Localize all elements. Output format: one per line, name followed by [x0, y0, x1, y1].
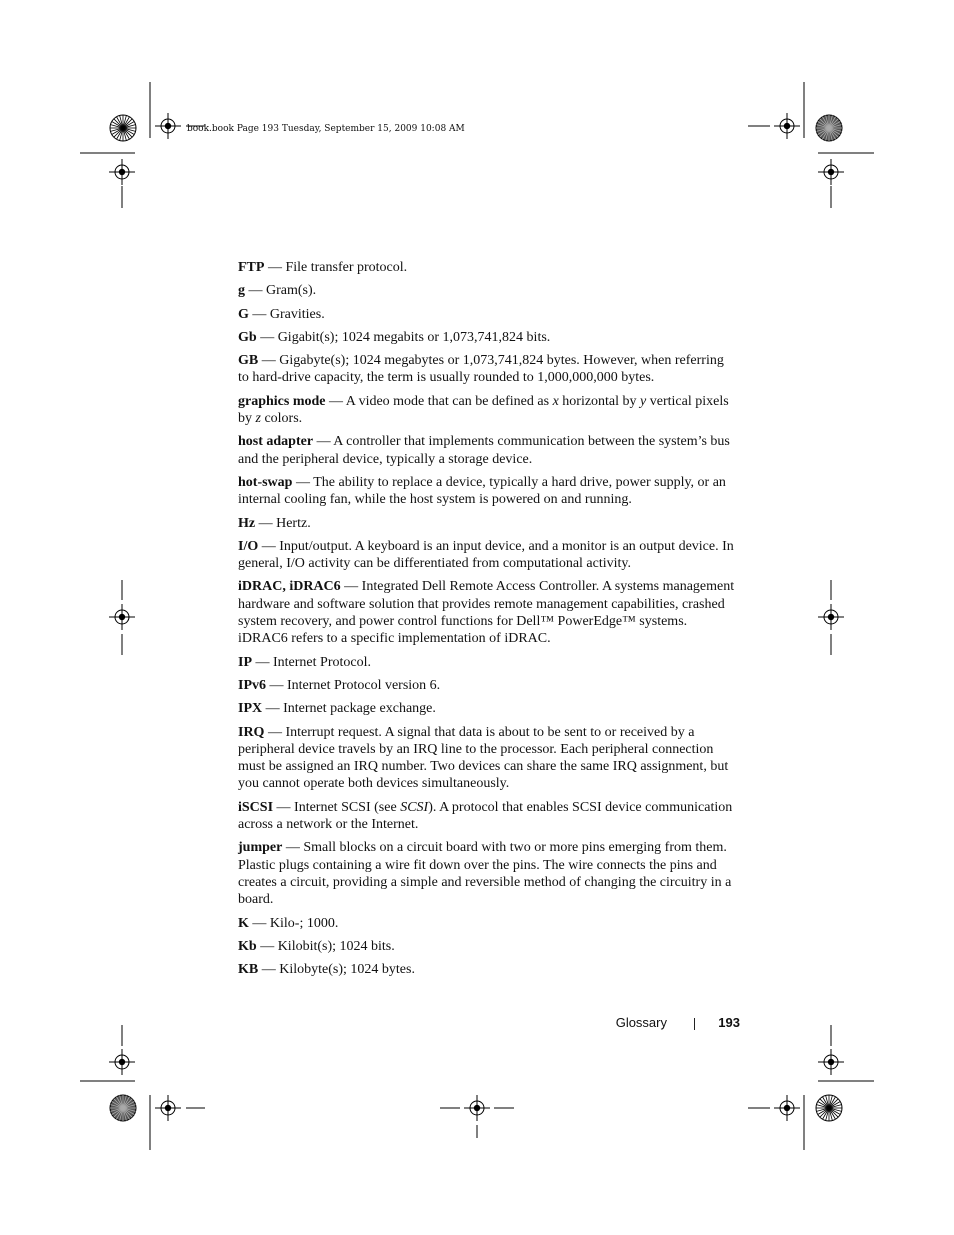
- glossary-term: KB: [238, 962, 259, 978]
- glossary-definition: horizontal by: [558, 393, 641, 409]
- glossary-definition: — Gram(s).: [245, 283, 317, 299]
- glossary-entry-g-upper: [238, 306, 736, 323]
- footer-section-title: Glossary: [615, 1015, 667, 1030]
- glossary-term: GB: [238, 353, 259, 369]
- glossary-term: K: [238, 915, 249, 931]
- glossary-definition: — The ability to replace a device, typically a hard drive, power supply, or an internal cooling fan, while the host system is powered on and running.: [238, 474, 726, 508]
- variable-y: y: [640, 393, 647, 409]
- page-footer: [590, 1015, 740, 1035]
- glossary-entry-io: [238, 538, 736, 573]
- footer-divider: [694, 1018, 695, 1030]
- glossary-entry-host-adapter: [238, 433, 736, 468]
- glossary-term: iDRAC, iDRAC6: [238, 579, 341, 595]
- glossary-definition: — Internet package exchange.: [262, 701, 436, 717]
- glossary-definition: — Interrupt request. A signal that data is about to be sent to or received by a peripheral device travels by an IRQ line to the processor. Each peripheral connection must be assigned an IRQ number. Two devices can share the same IRQ assignment, but you cannot operate both devices simultaneously.: [238, 724, 729, 792]
- glossary-term: graphics mode: [238, 393, 326, 409]
- glossary-definition: — Kilo-; 1000.: [248, 915, 339, 931]
- glossary-entry-kb-byte: [238, 961, 736, 978]
- glossary-entry-jumper: [238, 839, 736, 908]
- glossary-entry-iscsi: [238, 799, 736, 834]
- glossary-definition: — Kilobyte(s); 1024 bytes.: [258, 962, 415, 978]
- glossary-definition: ). A protocol that enables SCSI device communication across a network or the Internet.: [238, 799, 733, 833]
- cross-reference: SCSI: [400, 799, 429, 815]
- glossary-term: I/O: [238, 538, 259, 554]
- glossary-term: G: [238, 306, 249, 322]
- glossary-definition: — Internet Protocol version 6.: [266, 677, 441, 693]
- variable-z: z: [255, 411, 261, 427]
- glossary-term: jumper: [238, 840, 283, 856]
- glossary-term: IP: [238, 654, 252, 670]
- glossary-entry-gb-byte: [238, 352, 736, 387]
- glossary-definition: — Gravities.: [248, 306, 325, 322]
- glossary-entries: [238, 259, 736, 984]
- color-bar-starburst-icon: [816, 1095, 842, 1121]
- glossary-term: Hz: [238, 515, 256, 531]
- glossary-term: IRQ: [238, 724, 265, 740]
- color-bar-starburst-icon: [816, 115, 842, 141]
- glossary-entry-ftp: [238, 259, 736, 276]
- glossary-definition: — Kilobit(s); 1024 bits.: [256, 938, 395, 954]
- glossary-term: iSCSI: [238, 799, 274, 815]
- page-number: 193: [718, 1015, 740, 1030]
- glossary-entry-ip: [238, 654, 736, 671]
- glossary-definition: — A video mode that can be defined as: [325, 393, 553, 409]
- glossary-definition: — Gigabyte(s); 1024 megabytes or 1,073,741,824 bytes. However, when referring to hard-drive capacity, the term is usually rounded to 1,000,000,000 bytes.: [238, 353, 724, 386]
- glossary-definition: — Internet Protocol.: [252, 654, 371, 670]
- glossary-entry-ipx: [238, 700, 736, 717]
- glossary-term: IPv6: [238, 677, 266, 693]
- glossary-definition: — File transfer protocol.: [264, 260, 408, 275]
- glossary-entry-idrac: [238, 578, 736, 647]
- glossary-entry-irq: [238, 724, 736, 793]
- glossary-definition: colors.: [260, 411, 303, 427]
- color-bar-starburst-icon: [110, 1095, 136, 1121]
- glossary-definition: — Gigabit(s); 1024 megabits or 1,073,741,824 bits.: [256, 329, 551, 345]
- glossary-definition: — Integrated Dell Remote Access Controller. A systems management hardware and software solution that provides remote management capabilities, crashed system recovery, and power control functions for Dell™ PowerEdge™ systems. iDRAC6 refers to a specific implementation of iDRAC.: [238, 579, 735, 647]
- glossary-definition: — Internet SCSI (see: [273, 799, 401, 815]
- glossary-entry-gb-bit: [238, 329, 736, 346]
- glossary-term: Gb: [238, 329, 257, 345]
- glossary-definition: — Small blocks on a circuit board with two or more pins emerging from them. Plastic plugs containing a wire fit down over the pins. The wire connects the pins and creates a circuit, providing a simple and reversible method of changing the circuitry in a board.: [238, 840, 732, 908]
- glossary-definition: — Input/output. A keyboard is an input device, and a monitor is an output device. In general, I/O activity can be differentiated from computational activity.: [238, 538, 734, 572]
- glossary-definition: vertical pixels by: [238, 393, 729, 427]
- glossary-term: FTP: [238, 260, 265, 275]
- glossary-definition: — Hertz.: [255, 515, 311, 531]
- glossary-term: g: [238, 283, 245, 299]
- glossary-entry-graphics-mode: [238, 393, 736, 428]
- variable-x: x: [552, 393, 559, 409]
- glossary-term: host adapter: [238, 434, 314, 450]
- glossary-entry-kb-bit: [238, 938, 736, 955]
- glossary-definition: — A controller that implements communication between the system’s bus and the peripheral device, typically a storage device.: [238, 434, 730, 467]
- print-slug: book.book Page 193 Tuesday, September 15, 2009 10:08 AM: [187, 124, 465, 134]
- glossary-entry-hz: [238, 515, 736, 532]
- glossary-term: Kb: [238, 938, 257, 954]
- glossary-entry-g-lower: [238, 282, 736, 299]
- glossary-entry-k: [238, 915, 736, 932]
- glossary-entry-ipv6: [238, 677, 736, 694]
- glossary-term: hot-swap: [238, 474, 293, 490]
- color-bar-starburst-icon: [110, 115, 136, 141]
- glossary-term: IPX: [238, 701, 263, 717]
- glossary-entry-hot-swap: [238, 474, 736, 509]
